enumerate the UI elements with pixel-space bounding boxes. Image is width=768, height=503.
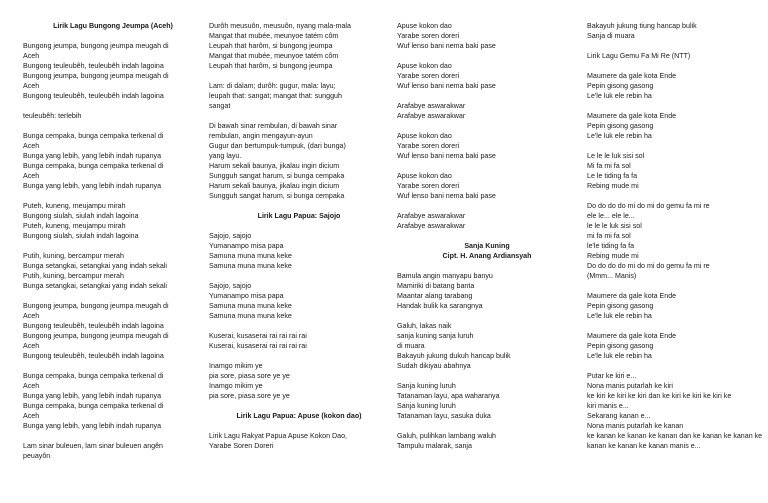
lyric-line: Maumere da gale kota Ende [587,72,677,80]
lyric-line: Aceh [23,412,40,420]
lyric-line: Rebing mude mi [587,252,639,260]
column-1 [23,21,203,461]
lyric-line: Putih, kuning, bercampur merah [23,252,124,260]
lyric-line: Lam sinar buleuen, lam sinar buleuen angên [23,442,163,450]
lyric-line: Aceh [23,52,40,60]
lyric-line: Kuserai, kusaserai rai rai rai rai [209,332,307,340]
lyric-line: Le le le luk sisi sol [587,152,645,160]
blank-line [209,401,389,411]
lyric-line: mi fa mi fa sol [587,232,631,240]
blank-line [397,161,577,171]
column-4 [587,21,765,451]
lyric-line: Bungong teuleubêh, teuleubêh indah lagoina [23,62,164,70]
lyric-line: Bungong jeumpa, bungong jeumpa meugah di [23,302,169,310]
lyric-line: le'le tiding fa fa [587,242,635,250]
column-2 [209,21,389,451]
lyric-line: le le le luk sisi sol [587,222,642,230]
blank-line [23,101,203,111]
lyric-line: Apuse kokon dao [397,62,452,70]
blank-line [209,71,389,81]
lyric-line: Sajojo, sajojo [209,232,252,240]
lyric-line: kiri manis e... [587,402,629,410]
lyric-line: Galuh, lakas naik [397,322,452,330]
blank-line [209,321,389,331]
lyric-line: Sekarang kanan e... [587,412,651,420]
lyric-line: Bakayuh jukung dukuh hancap bulik [397,352,511,360]
lyric-line: Aceh [23,172,40,180]
column-3 [397,21,577,451]
lyric-line: pia sore, piasa sore ye ye [209,372,290,380]
lyric-line: Bamula angin manyapu banyu [397,272,493,280]
blank-line [23,361,203,371]
lyric-line: sangat [209,102,231,110]
lyric-line: (Mmm... Manis) [587,272,637,280]
blank-line [209,351,389,361]
lyric-line: Inamgo mikim ye [209,362,263,370]
lyric-line: Maumere da gale kota Ende [587,112,677,120]
lyric-line: Maumere da gale kota Ende [587,292,677,300]
lyric-line: Le le tiding fa fa [587,172,638,180]
lyric-line: Mi fa mi fa sol [587,162,631,170]
lyric-line: Arafabye aswarakwar [397,112,466,120]
lyric-line: Arafabye aswarakwar [397,212,466,220]
blank-line [587,281,765,291]
lyric-line: Bakayuh jukung tiung hancap bulik [587,22,697,30]
lyric-line: pia sore, piasa sore ye ye [209,392,290,400]
lyric-line: Bungong jeumpa, bungong jeumpa meugah di [23,42,169,50]
lyric-line: Puteh, kuneng, meujampu mirah [23,222,126,230]
lyric-line: Gugur dan bertumpuk-tumpuk, (dari bunga) [209,142,346,150]
lyric-line: Samuna muna muna keke [209,312,292,320]
blank-line [587,321,765,331]
lyric-line: Puteh, kuneng, meujampu mirah [23,202,126,210]
lyric-line: Aceh [23,382,40,390]
lyric-line: Le'le luk ele rebin ha [587,352,652,360]
lyric-line: peuayôn [23,452,51,460]
lyric-line: Handak bulik ka sarangnya [397,302,483,310]
lyric-line: kanan ke kanan ke kanan manis e... [587,442,701,450]
lyric-line: Di bawah sinar rembulan, di bawah sinar [209,122,338,130]
lyric-line: Lam: di dalam; durôh: gugur, mala: layu; [209,82,336,90]
section-title: Cipt. H. Anang Ardiansyah [442,252,532,260]
section-title: Lirik Lagu Papua: Apuse (kokon dao) [236,412,362,420]
lyric-line: Bungong teuleubêh, teuleubêh indah lagoina [23,92,164,100]
blank-line [397,311,577,321]
blank-line [23,31,203,41]
lyric-line: Arafabye aswarakwar [397,102,466,110]
lyric-line: Sudah dikiyau abahnya [397,362,471,370]
lyric-line: Aceh [23,342,40,350]
blank-line [209,201,389,211]
blank-line [587,101,765,111]
lyric-line: Nona manis putarlah ke kiri [587,382,673,390]
lyric-line: Bungong teuleubêh, teuleubêh indah lagoina [23,352,164,360]
blank-line [397,51,577,61]
lyric-line: Pepin gisong gasong [587,302,654,310]
lyric-line: Sungguh sangat harum, si bunga cempaka [209,172,345,180]
blank-line [209,421,389,431]
lyric-line: Bunga cempaka, bunga cempaka terkenal di [23,132,164,140]
lyric-line: Wuf lenso bani nema baki pase [397,152,496,160]
lyric-line: Tatanaman layu, apa waharanya [397,392,500,400]
blank-line [397,201,577,211]
lyric-line: Yarabe Soren Doreri [209,442,274,450]
lyric-line: Lirik Lagu Rakyat Papua Apuse Kokon Dao, [209,432,348,440]
blank-line [587,191,765,201]
lyric-line: Mangat that mubée, meunyoe tatém côm [209,52,339,60]
lyric-line: Bungong jeumpa, bungong jeumpa meugah di [23,332,169,340]
lyric-line: Mamiriki di batang banta [397,282,475,290]
lyric-line: Wuf lenso bani nema baki pase [397,42,496,50]
blank-line [397,121,577,131]
lyric-line: Le'le luk ele rebin ha [587,312,652,320]
lyric-line: Bungong siulah, siulah indah lagoina [23,212,139,220]
lyric-line: teuleubêh: terlebih [23,112,82,120]
lyric-line: Nona manis putarlah ke kanan [587,422,684,430]
lyric-line: Bunga yang lebih, yang lebih indah rupanya [23,392,162,400]
lyric-line: rembulan, angin mengayun-ayun [209,132,313,140]
section-title: Lirik Lagu Bungong Jeumpa (Aceh) [53,22,173,30]
blank-line [397,421,577,431]
lyric-line: ke kiri ke kiri ke kiri dan ke kiri ke kiri ke kiri ke [587,392,732,400]
blank-line [397,371,577,381]
blank-line [397,91,577,101]
lyric-line: Sungguh sangat harum, si bunga cempaka [209,192,345,200]
lyric-line: Apuse kokon dao [397,22,452,30]
lyric-line: Harum sekali baunya, jikalau ingin dicium [209,182,340,190]
lyric-line: Leupah that harôm, si bungong jeumpa [209,42,333,50]
lyric-line: Durôh meusuôn, meusuôn, nyang mala-mala [209,22,351,30]
blank-line [587,141,765,151]
lyric-line: Aceh [23,312,40,320]
blank-line [23,121,203,131]
lyric-line: Bunga setangkai, setangkai yang indah sekali [23,262,167,270]
lyric-line: Pepin gisong gasong [587,122,654,130]
lyric-line: Le'le luk ele rebin ha [587,92,652,100]
lyric-line: Pepin gisong gasong [587,82,654,90]
lyric-line: Yumanampo misa papa [209,242,284,250]
lyric-line: Putih, kuning, bercampur merah [23,272,124,280]
lyric-line: Do do do do mi do mi do gemu fa mi re [587,262,710,270]
blank-line [23,431,203,441]
lyric-line: Sanja kuning luruh [397,382,456,390]
lyric-line: Lirik Lagu Gemu Fa Mi Re (NTT) [587,52,691,60]
blank-line [209,111,389,121]
lyric-line: Bunga yang lebih, yang lebih indah rupanya [23,422,162,430]
lyric-line: Rebing mude mi [587,182,639,190]
lyric-line: Putar ke kiri e... [587,372,637,380]
lyric-line: ele le... ele le... [587,212,635,220]
lyric-line: Yarabe soren doreri [397,72,460,80]
section-title: Sanja Kuning [464,242,510,250]
lyric-line: Bunga cempaka, bunga cempaka terkenal di [23,162,164,170]
blank-line [23,191,203,201]
lyric-line: Bunga cempaka, bunga cempaka terkenal di [23,402,164,410]
lyric-line: Samuna muna muna keke [209,302,292,310]
section-title: Lirik Lagu Papua: Sajojo [257,212,341,220]
lyric-line: Maumere da gale kota Ende [587,332,677,340]
lyric-line: yang layu. [209,152,242,160]
blank-line [209,271,389,281]
lyric-line: di muara [397,342,425,350]
blank-line [23,241,203,251]
blank-line [587,361,765,371]
lyric-line: leupah that: sangat; mangat that: sungguh [209,92,342,100]
lyric-line: Bunga cempaka, bunga cempaka terkenal di [23,372,164,380]
lyric-line: Apuse kokon dao [397,132,452,140]
lyric-line: Tatanaman layu, sasuka duka [397,412,491,420]
lyric-line: Aceh [23,82,40,90]
lyric-line: Tampulu malarak, sanja [397,442,472,450]
lyric-line: Leupah that harôm, si bungong jeumpa [209,62,333,70]
lyric-line: Samuna muna muna keke [209,262,292,270]
blank-line [587,61,765,71]
lyric-line: Bungong siulah, siulah indah lagoina [23,232,139,240]
lyric-line: Maantar alang tarabang [397,292,473,300]
lyric-line: Aceh [23,142,40,150]
blank-line [587,41,765,51]
lyric-line: Bungong jeumpa, bungong jeumpa meugah di [23,72,169,80]
lyric-line: sanja kuning sanja luruh [397,332,474,340]
blank-line [23,291,203,301]
lyric-line: Bunga yang lebih, yang lebih indah rupanya [23,152,162,160]
lyric-line: Mangat that mubée, meunyoe tatém côm [209,32,339,40]
lyric-line: Yarabe soren doreri [397,32,460,40]
lyric-line: Le'le luk ele rebin ha [587,132,652,140]
lyric-line: Yarabe soren doreri [397,182,460,190]
lyric-line: Yumanampo misa papa [209,292,284,300]
lyric-line: Sanja di muara [587,32,635,40]
lyric-line: Sanja kuning luruh [397,402,456,410]
lyric-line: Bunga setangkai, setangkai yang indah sekali [23,282,167,290]
blank-line [397,261,577,271]
lyric-line: Bungong teuleubêh, teuleubêh indah lagoina [23,322,164,330]
lyric-line: Arafabye aswarakwar [397,222,466,230]
lyric-line: Bunga yang lebih, yang lebih indah rupanya [23,182,162,190]
lyric-line: Inamgo mikim ye [209,382,263,390]
blank-line [397,231,577,241]
lyric-line: Wuf lenso bani nema baki pase [397,192,496,200]
lyric-line: Samuna muna muna keke [209,252,292,260]
blank-line [209,221,389,231]
lyric-line: Do do do do mi do mi do gemu fa mi re [587,202,710,210]
lyric-line: Kuserai, kusaserai rai rai rai rai [209,342,307,350]
lyric-line: Harum sekali baunya, jikalau ingin dicium [209,162,340,170]
lyric-line: Galuh, pulihkan lambang waluh [397,432,496,440]
lyric-line: Apuse kokon dao [397,172,452,180]
lyric-line: Pepin gisong gasong [587,342,654,350]
lyric-line: Sajojo, sajojo [209,282,252,290]
lyric-line: ke kanan ke kanan ke kanan dan ke kanan ke kanan ke [587,432,763,440]
lyric-line: Yarabe soren doreri [397,142,460,150]
lyric-line: Wuf lenso bani nema baki pase [397,82,496,90]
